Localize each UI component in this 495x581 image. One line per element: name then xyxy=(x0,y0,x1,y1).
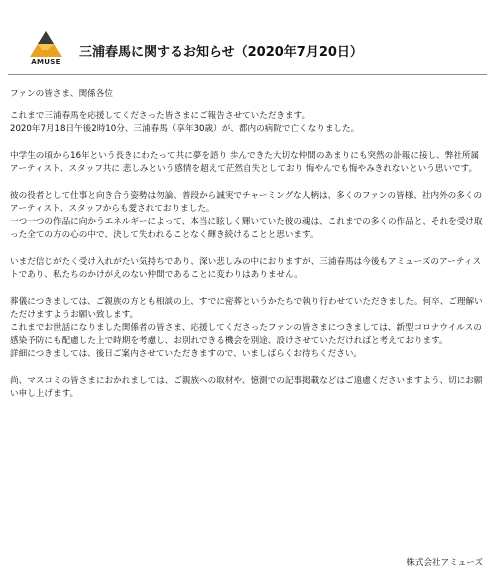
amuse-logo-text: AMUSE xyxy=(31,58,61,66)
header xyxy=(0,0,495,74)
company-signature: 株式会社アミューズ xyxy=(406,558,483,568)
paragraph-line: 尚、マスコミの皆さまにおかれましては、ご親族への取材や、憶測での記事掲載などはご遠慮くださいますよう、切にお願い申し上げます。 xyxy=(10,376,483,399)
paragraph-line: 一つ一つの作品に向かうエネルギーによって、本当に眩しく輝いていた彼の魂は、これまでの多くの作品と、それを受け取った全ての方の心の中で、決して失われることなく輝き続けることと思います。 xyxy=(10,217,483,240)
paragraph-line: これまでお世話になりました関係者の皆さま、応援してくださったファンの皆さまにつきましては、新型コロナウイルスの感染予防にも配慮した上で時期を考慮し、お別れできる機会を別途、設けさせていただければと考えております。 xyxy=(10,323,482,346)
paragraph-line: 彼の役者として仕事と向き合う姿勢は勿論、普段から誠実でチャーミングな人柄は、多くのファンの皆様、社内外の多くのアーティスト、スタッフからも愛されておりました。 xyxy=(10,191,483,214)
paragraph-line: これまで三浦春馬を応援してくださった皆さまにご報告させていただきます。 xyxy=(10,111,311,121)
paragraph-line: 葬儀につきましては、ご親族の方とも相談の上、すでに密葬というかたちで執り行わせていただきました。何卒、ご理解いただけますようお願い致します。 xyxy=(10,297,483,320)
paragraph-line: 詳細につきましては、後日ご案内させていただきますので、いましばらくお待ちください。 xyxy=(10,349,363,359)
paragraph-line: いまだ信じがたく受け入れがたい気持ちであり、深い悲しみの中におりますが、三浦春馬は今後もアミューズのアーティストであり、私たちのかけがえのない仲間であることに変わりはありません。 xyxy=(10,257,482,280)
paragraph-line: 中学生の頃から16年という長きにわたって共に夢を語り 歩んできた大切な仲間のあまりにも突然の訃報に接し、弊社所属アーティスト、スタッフ共に 悲しみという感情を超えて茫然自失としており 悔やんでも悔やみきれないという思いです。 xyxy=(10,151,480,174)
paragraph-line: 2020年7月18日午後2時10分、三浦春馬（享年30歳）が、都内の病院で亡くなりました。 xyxy=(10,124,360,134)
announcement-body xyxy=(10,88,484,401)
amuse-logo xyxy=(28,30,64,68)
salutation: ファンの皆さま、関係各位 xyxy=(10,89,113,99)
amuse-logo-mark-icon xyxy=(28,30,64,58)
page-title: 三浦春馬に関するお知らせ（2020年7月20日） xyxy=(79,45,363,60)
header-divider xyxy=(8,74,487,75)
